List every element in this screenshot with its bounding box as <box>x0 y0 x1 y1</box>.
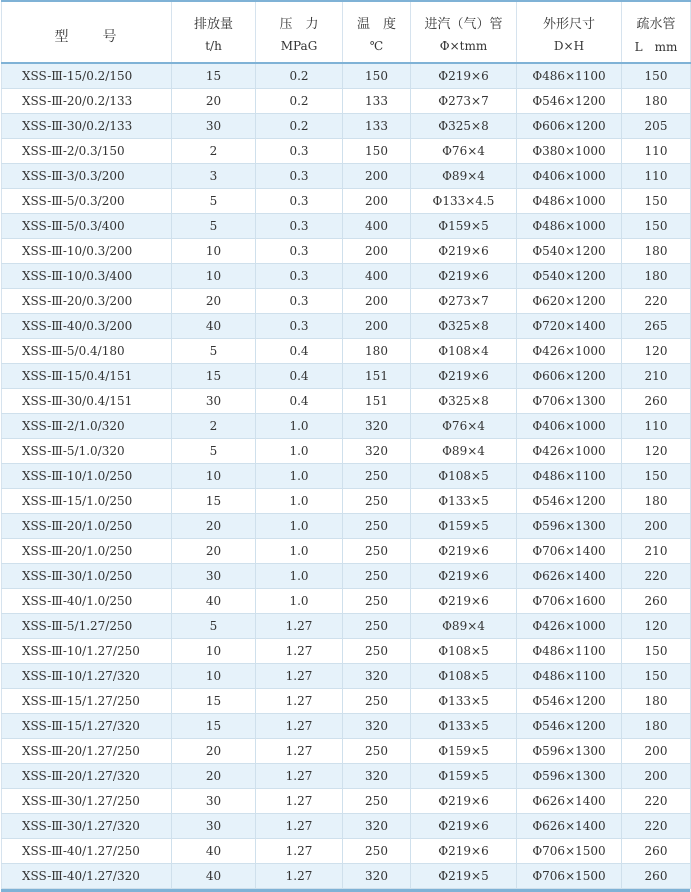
pressure-cell: 1.27 <box>256 789 343 814</box>
dimensions-cell: Φ486×1100 <box>517 464 622 489</box>
inlet-pipe-cell: Φ89×4 <box>411 614 517 639</box>
model-cell: XSS-Ⅲ-5/0.3/200 <box>2 189 172 214</box>
discharge-cell: 30 <box>172 789 256 814</box>
inlet-pipe-cell: Φ219×6 <box>411 564 517 589</box>
table-row <box>2 664 691 689</box>
header-discharge: 排放量 <box>172 1 256 35</box>
drain-pipe-cell: 180 <box>622 264 691 289</box>
dimensions-cell: Φ546×1200 <box>517 689 622 714</box>
pressure-cell: 1.0 <box>256 414 343 439</box>
pressure-cell: 1.27 <box>256 714 343 739</box>
inlet-pipe-cell: Φ133×5 <box>411 489 517 514</box>
table-row <box>2 589 691 614</box>
dimensions-cell: Φ606×1200 <box>517 114 622 139</box>
temperature-cell: 250 <box>343 739 411 764</box>
table-row <box>2 239 691 264</box>
inlet-pipe-cell: Φ325×8 <box>411 389 517 414</box>
pressure-cell: 1.0 <box>256 464 343 489</box>
discharge-cell: 20 <box>172 289 256 314</box>
pressure-cell: 0.2 <box>256 114 343 139</box>
drain-pipe-cell: 110 <box>622 414 691 439</box>
inlet-pipe-cell: Φ219×6 <box>411 814 517 839</box>
pressure-cell: 1.0 <box>256 539 343 564</box>
discharge-cell: 30 <box>172 114 256 139</box>
drain-pipe-cell: 220 <box>622 564 691 589</box>
dimensions-cell: Φ546×1200 <box>517 489 622 514</box>
dimensions-cell: Φ486×1000 <box>517 189 622 214</box>
table-body <box>2 63 691 889</box>
drain-pipe-cell: 200 <box>622 739 691 764</box>
table-row <box>2 714 691 739</box>
spec-table <box>1 0 691 889</box>
inlet-pipe-cell: Φ159×5 <box>411 739 517 764</box>
drain-pipe-cell: 260 <box>622 839 691 864</box>
discharge-cell: 30 <box>172 814 256 839</box>
temperature-cell: 400 <box>343 214 411 239</box>
drain-pipe-cell: 150 <box>622 464 691 489</box>
discharge-cell: 5 <box>172 214 256 239</box>
temperature-cell: 180 <box>343 339 411 364</box>
dimensions-cell: Φ706×1300 <box>517 389 622 414</box>
discharge-cell: 10 <box>172 264 256 289</box>
temperature-cell: 320 <box>343 864 411 889</box>
inlet-pipe-cell: Φ273×7 <box>411 289 517 314</box>
temperature-cell: 250 <box>343 464 411 489</box>
temperature-cell: 200 <box>343 239 411 264</box>
model-cell: XSS-Ⅲ-30/1.0/250 <box>2 564 172 589</box>
table-row <box>2 689 691 714</box>
inlet-pipe-cell: Φ219×5 <box>411 864 517 889</box>
discharge-cell: 30 <box>172 389 256 414</box>
inlet-pipe-cell: Φ159×5 <box>411 214 517 239</box>
discharge-cell: 15 <box>172 689 256 714</box>
table-row <box>2 139 691 164</box>
temperature-cell: 150 <box>343 63 411 89</box>
inlet-pipe-cell: Φ219×6 <box>411 839 517 864</box>
inlet-pipe-cell: Φ159×5 <box>411 514 517 539</box>
discharge-cell: 20 <box>172 739 256 764</box>
discharge-cell: 20 <box>172 89 256 114</box>
pressure-cell: 0.3 <box>256 289 343 314</box>
discharge-cell: 10 <box>172 239 256 264</box>
drain-pipe-cell: 150 <box>622 639 691 664</box>
model-cell: XSS-Ⅲ-2/1.0/320 <box>2 414 172 439</box>
table-row <box>2 739 691 764</box>
temperature-cell: 250 <box>343 514 411 539</box>
model-cell: XSS-Ⅲ-40/1.0/250 <box>2 589 172 614</box>
discharge-cell: 5 <box>172 339 256 364</box>
header-model: 型 号 <box>2 1 172 63</box>
table-row <box>2 414 691 439</box>
table-row <box>2 214 691 239</box>
table-row <box>2 639 691 664</box>
discharge-cell: 15 <box>172 489 256 514</box>
table-row <box>2 839 691 864</box>
table-row <box>2 63 691 89</box>
discharge-cell: 20 <box>172 764 256 789</box>
table-row <box>2 514 691 539</box>
model-cell: XSS-Ⅲ-20/0.3/200 <box>2 289 172 314</box>
drain-pipe-cell: 180 <box>622 239 691 264</box>
model-cell: XSS-Ⅲ-10/1.0/250 <box>2 464 172 489</box>
dimensions-cell: Φ626×1400 <box>517 564 622 589</box>
pressure-cell: 0.4 <box>256 364 343 389</box>
drain-pipe-cell: 265 <box>622 314 691 339</box>
discharge-cell: 15 <box>172 63 256 89</box>
header-pressure: 压 力 <box>256 1 343 35</box>
pressure-cell: 0.3 <box>256 314 343 339</box>
pressure-cell: 1.27 <box>256 639 343 664</box>
temperature-cell: 250 <box>343 589 411 614</box>
pressure-cell: 1.27 <box>256 689 343 714</box>
drain-pipe-cell: 120 <box>622 339 691 364</box>
model-cell: XSS-Ⅲ-20/0.2/133 <box>2 89 172 114</box>
inlet-pipe-cell: Φ273×7 <box>411 89 517 114</box>
temperature-cell: 250 <box>343 564 411 589</box>
discharge-cell: 40 <box>172 589 256 614</box>
dimensions-cell: Φ406×1000 <box>517 414 622 439</box>
inlet-pipe-cell: Φ133×5 <box>411 714 517 739</box>
drain-pipe-cell: 150 <box>622 214 691 239</box>
dimensions-cell: Φ426×1000 <box>517 439 622 464</box>
temperature-cell: 200 <box>343 164 411 189</box>
temperature-cell: 151 <box>343 364 411 389</box>
pressure-cell: 0.3 <box>256 239 343 264</box>
inlet-pipe-cell: Φ133×5 <box>411 689 517 714</box>
pressure-cell: 1.0 <box>256 489 343 514</box>
discharge-cell: 10 <box>172 664 256 689</box>
dimensions-cell: Φ546×1200 <box>517 89 622 114</box>
table-row <box>2 289 691 314</box>
temperature-cell: 400 <box>343 264 411 289</box>
model-cell: XSS-Ⅲ-20/1.27/250 <box>2 739 172 764</box>
model-cell: XSS-Ⅲ-40/1.27/250 <box>2 839 172 864</box>
drain-pipe-cell: 120 <box>622 614 691 639</box>
discharge-cell: 15 <box>172 364 256 389</box>
model-cell: XSS-Ⅲ-10/1.27/250 <box>2 639 172 664</box>
inlet-pipe-cell: Φ76×4 <box>411 414 517 439</box>
dimensions-cell: Φ706×1400 <box>517 539 622 564</box>
dimensions-cell: Φ596×1300 <box>517 739 622 764</box>
temperature-cell: 133 <box>343 89 411 114</box>
inlet-pipe-cell: Φ108×5 <box>411 664 517 689</box>
pressure-cell: 0.2 <box>256 63 343 89</box>
temperature-cell: 200 <box>343 289 411 314</box>
temperature-cell: 151 <box>343 389 411 414</box>
table-row <box>2 764 691 789</box>
model-cell: XSS-Ⅲ-40/1.27/320 <box>2 864 172 889</box>
header-pressure-unit: MPaG <box>256 35 343 63</box>
temperature-cell: 250 <box>343 789 411 814</box>
model-cell: XSS-Ⅲ-5/1.0/320 <box>2 439 172 464</box>
dimensions-cell: Φ706×1500 <box>517 864 622 889</box>
model-cell: XSS-Ⅲ-40/0.3/200 <box>2 314 172 339</box>
dimensions-cell: Φ426×1000 <box>517 614 622 639</box>
drain-pipe-cell: 260 <box>622 389 691 414</box>
inlet-pipe-cell: Φ219×6 <box>411 364 517 389</box>
inlet-pipe-cell: Φ219×6 <box>411 63 517 89</box>
pressure-cell: 0.4 <box>256 339 343 364</box>
model-cell: XSS-Ⅲ-10/0.3/200 <box>2 239 172 264</box>
temperature-cell: 250 <box>343 839 411 864</box>
inlet-pipe-cell: Φ325×8 <box>411 314 517 339</box>
temperature-cell: 250 <box>343 539 411 564</box>
pressure-cell: 0.3 <box>256 214 343 239</box>
table-row <box>2 564 691 589</box>
inlet-pipe-cell: Φ89×4 <box>411 439 517 464</box>
discharge-cell: 10 <box>172 464 256 489</box>
dimensions-cell: Φ380×1000 <box>517 139 622 164</box>
dimensions-cell: Φ486×1000 <box>517 214 622 239</box>
inlet-pipe-cell: Φ159×5 <box>411 764 517 789</box>
discharge-cell: 40 <box>172 864 256 889</box>
drain-pipe-cell: 180 <box>622 689 691 714</box>
model-cell: XSS-Ⅲ-15/1.0/250 <box>2 489 172 514</box>
table-row <box>2 114 691 139</box>
table-row <box>2 489 691 514</box>
header-drain-pipe-unit: L mm <box>622 35 691 63</box>
header-discharge-unit: t/h <box>172 35 256 63</box>
drain-pipe-cell: 110 <box>622 139 691 164</box>
inlet-pipe-cell: Φ108×5 <box>411 639 517 664</box>
model-cell: XSS-Ⅲ-20/1.27/320 <box>2 764 172 789</box>
dimensions-cell: Φ546×1200 <box>517 714 622 739</box>
pressure-cell: 0.2 <box>256 89 343 114</box>
header-temperature-unit: ℃ <box>343 35 411 63</box>
drain-pipe-cell: 220 <box>622 289 691 314</box>
header-dimensions-unit: D×H <box>517 35 622 63</box>
drain-pipe-cell: 150 <box>622 664 691 689</box>
discharge-cell: 40 <box>172 839 256 864</box>
discharge-cell: 20 <box>172 539 256 564</box>
inlet-pipe-cell: Φ325×8 <box>411 114 517 139</box>
drain-pipe-cell: 210 <box>622 539 691 564</box>
temperature-cell: 320 <box>343 764 411 789</box>
model-cell: XSS-Ⅲ-15/1.27/250 <box>2 689 172 714</box>
dimensions-cell: Φ606×1200 <box>517 364 622 389</box>
table-row <box>2 389 691 414</box>
discharge-cell: 20 <box>172 514 256 539</box>
temperature-cell: 320 <box>343 664 411 689</box>
drain-pipe-cell: 110 <box>622 164 691 189</box>
dimensions-cell: Φ486×1100 <box>517 664 622 689</box>
table-row <box>2 364 691 389</box>
dimensions-cell: Φ540×1200 <box>517 264 622 289</box>
inlet-pipe-cell: Φ219×6 <box>411 539 517 564</box>
temperature-cell: 250 <box>343 689 411 714</box>
pressure-cell: 1.0 <box>256 439 343 464</box>
header-inlet-pipe-unit: Φ×tmm <box>411 35 517 63</box>
pressure-cell: 1.0 <box>256 589 343 614</box>
temperature-cell: 200 <box>343 189 411 214</box>
drain-pipe-cell: 260 <box>622 864 691 889</box>
model-cell: XSS-Ⅲ-10/0.3/400 <box>2 264 172 289</box>
model-cell: XSS-Ⅲ-5/1.27/250 <box>2 614 172 639</box>
temperature-cell: 150 <box>343 139 411 164</box>
model-cell: XSS-Ⅲ-10/1.27/320 <box>2 664 172 689</box>
spec-table-container <box>1 0 690 892</box>
pressure-cell: 1.0 <box>256 514 343 539</box>
dimensions-cell: Φ620×1200 <box>517 289 622 314</box>
temperature-cell: 133 <box>343 114 411 139</box>
table-row <box>2 814 691 839</box>
model-cell: XSS-Ⅲ-15/0.2/150 <box>2 63 172 89</box>
temperature-cell: 320 <box>343 439 411 464</box>
table-row <box>2 164 691 189</box>
table-row <box>2 439 691 464</box>
inlet-pipe-cell: Φ89×4 <box>411 164 517 189</box>
pressure-cell: 0.4 <box>256 389 343 414</box>
model-cell: XSS-Ⅲ-30/0.2/133 <box>2 114 172 139</box>
dimensions-cell: Φ706×1600 <box>517 589 622 614</box>
drain-pipe-cell: 205 <box>622 114 691 139</box>
temperature-cell: 320 <box>343 414 411 439</box>
pressure-cell: 1.27 <box>256 614 343 639</box>
table-row <box>2 339 691 364</box>
header-drain-pipe: 疏水管 <box>622 1 691 35</box>
model-cell: XSS-Ⅲ-30/1.27/250 <box>2 789 172 814</box>
temperature-cell: 250 <box>343 614 411 639</box>
drain-pipe-cell: 200 <box>622 514 691 539</box>
pressure-cell: 0.3 <box>256 189 343 214</box>
drain-pipe-cell: 260 <box>622 589 691 614</box>
table-row <box>2 789 691 814</box>
dimensions-cell: Φ626×1400 <box>517 789 622 814</box>
discharge-cell: 3 <box>172 164 256 189</box>
model-cell: XSS-Ⅲ-20/1.0/250 <box>2 539 172 564</box>
model-cell: XSS-Ⅲ-20/1.0/250 <box>2 514 172 539</box>
discharge-cell: 40 <box>172 314 256 339</box>
pressure-cell: 1.27 <box>256 764 343 789</box>
discharge-cell: 15 <box>172 714 256 739</box>
model-cell: XSS-Ⅲ-15/0.4/151 <box>2 364 172 389</box>
table-row <box>2 314 691 339</box>
pressure-cell: 0.3 <box>256 164 343 189</box>
inlet-pipe-cell: Φ219×6 <box>411 589 517 614</box>
model-cell: XSS-Ⅲ-5/0.3/400 <box>2 214 172 239</box>
discharge-cell: 5 <box>172 189 256 214</box>
discharge-cell: 10 <box>172 639 256 664</box>
model-cell: XSS-Ⅲ-5/0.4/180 <box>2 339 172 364</box>
drain-pipe-cell: 180 <box>622 489 691 514</box>
header-temperature: 温 度 <box>343 1 411 35</box>
drain-pipe-cell: 150 <box>622 63 691 89</box>
drain-pipe-cell: 200 <box>622 764 691 789</box>
inlet-pipe-cell: Φ133×4.5 <box>411 189 517 214</box>
temperature-cell: 250 <box>343 489 411 514</box>
model-cell: XSS-Ⅲ-30/1.27/320 <box>2 814 172 839</box>
discharge-cell: 30 <box>172 564 256 589</box>
drain-pipe-cell: 180 <box>622 714 691 739</box>
pressure-cell: 1.27 <box>256 814 343 839</box>
dimensions-cell: Φ486×1100 <box>517 639 622 664</box>
temperature-cell: 320 <box>343 814 411 839</box>
temperature-cell: 200 <box>343 314 411 339</box>
pressure-cell: 1.27 <box>256 739 343 764</box>
pressure-cell: 1.27 <box>256 839 343 864</box>
drain-pipe-cell: 150 <box>622 189 691 214</box>
dimensions-cell: Φ596×1300 <box>517 514 622 539</box>
model-cell: XSS-Ⅲ-30/0.4/151 <box>2 389 172 414</box>
inlet-pipe-cell: Φ108×4 <box>411 339 517 364</box>
pressure-cell: 0.3 <box>256 264 343 289</box>
pressure-cell: 1.27 <box>256 664 343 689</box>
inlet-pipe-cell: Φ76×4 <box>411 139 517 164</box>
drain-pipe-cell: 220 <box>622 789 691 814</box>
table-row <box>2 189 691 214</box>
pressure-cell: 1.0 <box>256 564 343 589</box>
drain-pipe-cell: 220 <box>622 814 691 839</box>
table-row <box>2 89 691 114</box>
dimensions-cell: Φ406×1000 <box>517 164 622 189</box>
discharge-cell: 2 <box>172 139 256 164</box>
dimensions-cell: Φ720×1400 <box>517 314 622 339</box>
table-row <box>2 539 691 564</box>
table-row <box>2 864 691 889</box>
pressure-cell: 0.3 <box>256 139 343 164</box>
inlet-pipe-cell: Φ219×6 <box>411 789 517 814</box>
dimensions-cell: Φ540×1200 <box>517 239 622 264</box>
dimensions-cell: Φ706×1500 <box>517 839 622 864</box>
temperature-cell: 250 <box>343 639 411 664</box>
model-cell: XSS-Ⅲ-3/0.3/200 <box>2 164 172 189</box>
table-row <box>2 614 691 639</box>
header-dimensions: 外形尺寸 <box>517 1 622 35</box>
dimensions-cell: Φ596×1300 <box>517 764 622 789</box>
model-cell: XSS-Ⅲ-15/1.27/320 <box>2 714 172 739</box>
drain-pipe-cell: 210 <box>622 364 691 389</box>
drain-pipe-cell: 120 <box>622 439 691 464</box>
inlet-pipe-cell: Φ219×6 <box>411 239 517 264</box>
dimensions-cell: Φ626×1400 <box>517 814 622 839</box>
model-cell: XSS-Ⅲ-2/0.3/150 <box>2 139 172 164</box>
table-row <box>2 464 691 489</box>
dimensions-cell: Φ426×1000 <box>517 339 622 364</box>
header-inlet-pipe: 进汽（气）管 <box>411 1 517 35</box>
table-header <box>2 1 691 63</box>
pressure-cell: 1.27 <box>256 864 343 889</box>
drain-pipe-cell: 180 <box>622 89 691 114</box>
inlet-pipe-cell: Φ219×6 <box>411 264 517 289</box>
temperature-cell: 320 <box>343 714 411 739</box>
table-row <box>2 264 691 289</box>
discharge-cell: 2 <box>172 414 256 439</box>
inlet-pipe-cell: Φ108×5 <box>411 464 517 489</box>
dimensions-cell: Φ486×1100 <box>517 63 622 89</box>
discharge-cell: 5 <box>172 439 256 464</box>
discharge-cell: 5 <box>172 614 256 639</box>
